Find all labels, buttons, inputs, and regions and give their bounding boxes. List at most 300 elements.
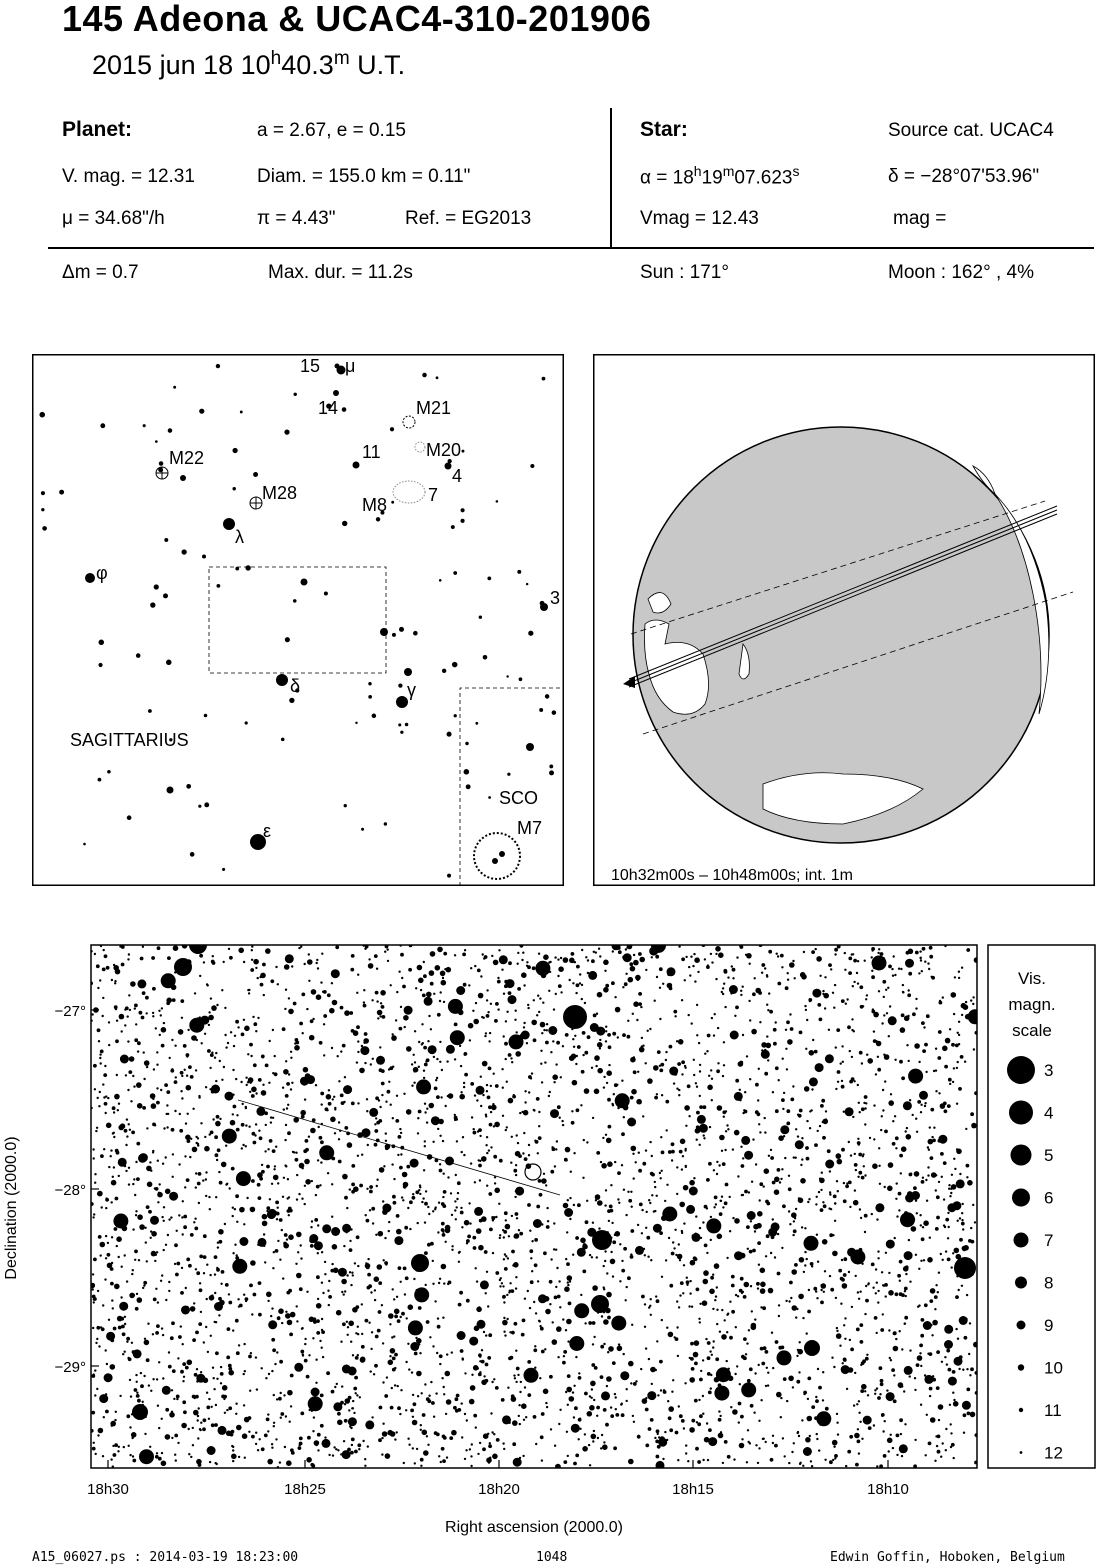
field-star [174,1454,176,1456]
field-star [154,1124,156,1126]
field-star [372,1222,374,1224]
field-star [94,1088,96,1090]
field-star [825,1407,829,1411]
field-star [953,1399,955,1401]
field-star [302,1354,304,1356]
field-star [772,1435,774,1437]
field-star [226,1409,228,1411]
field-star [944,1109,948,1113]
field-star [157,1201,159,1203]
field-star [610,1251,612,1253]
field-star [522,1455,524,1457]
field-star [804,1227,806,1229]
y-tick-label: −27° [54,1003,86,1020]
field-star [778,1079,780,1081]
field-star [601,1163,607,1169]
field-star [901,1013,905,1017]
field-star [423,1046,427,1050]
field-star [859,1208,861,1210]
field-star [326,1094,332,1100]
field-star [102,968,106,972]
field-star [523,1022,525,1024]
field-star [392,1288,394,1290]
field-star [655,955,659,959]
field-star [607,1209,611,1213]
field-star [843,1111,845,1113]
field-star [441,1228,445,1232]
field-star [699,1227,701,1229]
field-star [572,982,574,984]
field-star [295,1263,297,1265]
field-star [746,1342,748,1344]
field-star [212,955,214,957]
field-star [917,1355,923,1361]
field-star [700,1237,702,1239]
field-star [243,1373,245,1375]
finder-star [181,549,186,554]
field-star [247,1053,249,1055]
field-star [962,1203,964,1205]
field-star [678,1243,680,1245]
field-star [110,1282,114,1286]
field-star [607,1033,611,1037]
field-star [118,1125,124,1131]
field-star [172,1176,174,1178]
field-star [349,1271,351,1273]
field-star [849,1339,851,1341]
field-star [359,1068,365,1074]
field-star [707,1341,711,1345]
field-star [461,1402,463,1404]
field-star [757,1283,759,1285]
field-star [816,956,822,962]
field-star [873,1030,875,1032]
field-star [716,1069,720,1073]
field-star [217,1246,219,1248]
field-star [794,977,796,979]
field-star [525,1416,527,1418]
field-star [206,1392,208,1394]
field-star [199,1429,201,1431]
field-star [350,1228,352,1230]
field-star [647,1391,656,1400]
field-star [334,1107,336,1109]
field-star [106,1363,108,1365]
field-star [519,1034,525,1040]
field-star [319,1041,323,1045]
field-star [290,1088,292,1090]
field-star [535,1443,537,1445]
field-star [811,950,815,954]
finder-star [368,682,371,685]
field-star [282,1277,284,1279]
field-star [512,1420,518,1426]
field-star [887,987,889,989]
field-star [836,1330,838,1332]
field-star [396,1229,402,1235]
field-star [215,1404,217,1406]
field-star [847,1248,856,1257]
field-star [580,1104,582,1106]
field-star [262,1221,268,1227]
field-star [764,1072,768,1076]
field-star [761,972,763,974]
field-star [320,1140,324,1144]
field-star [375,991,379,995]
field-star [673,1082,675,1084]
field-star [901,1076,905,1080]
field-star [625,1214,627,1216]
field-star [446,1353,448,1355]
field-star [578,1438,580,1440]
field-star [562,1361,566,1365]
field-star [304,963,306,965]
field-star [309,1317,315,1323]
field-star [647,1256,649,1258]
field-star [584,1322,586,1324]
field-star [95,1342,97,1344]
field-star [900,1027,906,1033]
field-star [681,999,683,1001]
field-star [440,1096,442,1098]
field-star [155,1254,157,1256]
field-star [316,1275,320,1279]
field-star [689,1280,691,1282]
field-star [506,1011,508,1013]
field-star [765,1441,767,1443]
field-star [421,1201,423,1203]
field-star [836,1422,838,1424]
field-star [423,974,427,978]
field-star [574,1406,578,1410]
field-star [393,1298,395,1300]
field-star [277,983,279,985]
field-star [378,1099,380,1101]
field-star [748,1191,750,1193]
field-star [890,1359,892,1361]
field-star [245,1107,247,1109]
field-star [92,1273,94,1275]
field-star [111,1236,113,1238]
field-star [439,1041,441,1043]
field-star [180,1291,184,1295]
field-star [354,1262,356,1264]
field-star [879,1183,881,1185]
field-star [722,1162,726,1166]
field-star [606,1082,608,1084]
y-tick-label: −29° [54,1359,86,1376]
field-star [126,1414,130,1418]
field-star [849,1050,851,1052]
field-star [540,1435,544,1439]
field-star [695,1215,697,1217]
field-star [844,1338,846,1340]
field-star [811,1265,813,1267]
field-star [801,1419,803,1421]
field-star [689,1180,695,1186]
field-star [534,1263,538,1267]
field-star [445,1413,447,1415]
field-star [399,1166,403,1170]
field-star [442,1196,444,1198]
finder-star [154,584,159,589]
field-star [882,1089,884,1091]
field-star [270,979,274,983]
field-star [693,1074,695,1076]
field-star [759,1182,763,1186]
field-star [664,1431,666,1433]
field-star [935,1189,937,1191]
field-star [603,1076,605,1078]
field-star [723,1041,725,1043]
field-star [751,1310,753,1312]
field-star [495,1271,499,1275]
field-star [258,1243,260,1245]
field-star [914,1377,916,1379]
field-star [502,1442,504,1444]
field-star [459,1094,465,1100]
field-star [463,1154,465,1156]
field-star [388,1230,390,1232]
field-star [836,1180,838,1182]
field-star [676,1040,678,1042]
field-star [698,1399,700,1401]
finder-star [148,709,152,713]
field-star [382,1423,384,1425]
field-star [495,1084,499,1088]
field-star [818,1386,822,1390]
field-star [140,957,144,961]
field-star [519,1112,521,1114]
field-star [97,1028,101,1032]
field-star [490,1146,492,1148]
field-star [716,1173,718,1175]
field-star [772,1091,774,1093]
field-star [635,1161,637,1163]
field-star [466,1299,470,1303]
field-star [443,1393,445,1395]
field-star [868,1426,872,1430]
field-star [344,1403,346,1405]
field-star [268,1082,270,1084]
field-star [929,1126,931,1128]
field-star [939,1001,943,1005]
field-star [204,1146,210,1152]
field-star [895,1147,897,1149]
field-star [818,1191,820,1193]
field-star [470,1162,472,1164]
field-star [512,1264,514,1266]
field-star [502,1115,504,1117]
field-star [790,1027,794,1031]
field-star [437,1317,439,1319]
field-star [621,1132,625,1136]
field-star [844,952,846,954]
field-star [916,1363,920,1367]
field-star [501,1282,503,1284]
field-star [365,1319,369,1323]
field-star [766,1004,768,1006]
field-star [682,1292,684,1294]
field-star [651,1383,653,1385]
field-star [481,1156,487,1162]
field-star [383,1259,385,1261]
field-star [364,1458,366,1460]
field-star [797,1135,799,1137]
field-star [597,992,603,998]
field-star [264,1111,268,1115]
field-star [136,1392,138,1394]
field-star [215,1196,217,1198]
field-star [326,1109,328,1111]
field-star [129,1056,135,1062]
field-star [332,1000,338,1006]
field-star [488,1333,492,1337]
field-star [573,1462,577,1466]
field-star [582,1054,584,1056]
field-star [486,1152,488,1154]
field-star [493,1125,495,1127]
field-star [475,1267,477,1269]
field-star [921,1318,925,1322]
field-star [617,1107,619,1109]
field-star [956,1148,958,1150]
field-star [480,1076,482,1078]
field-star [719,1415,721,1417]
field-star [909,1099,911,1101]
field-star [418,1343,420,1345]
field-star [603,1288,605,1290]
field-star [274,1363,276,1365]
field-star [449,1436,453,1440]
finder-label: 7 [428,485,439,505]
field-star [573,1416,575,1418]
field-star [197,1182,201,1186]
field-star [892,1120,894,1122]
field-star [566,1387,572,1393]
field-star [814,1143,818,1147]
field-star [412,1420,418,1426]
field-star [233,1045,235,1047]
field-star [919,1352,921,1354]
field-star [688,1014,690,1016]
field-star [803,1447,812,1456]
field-star [524,1101,526,1103]
field-star [851,1056,853,1058]
field-star [513,1458,522,1467]
field-star [666,1327,668,1329]
field-star [944,1356,946,1358]
field-star [400,1006,402,1008]
field-star [536,1205,540,1209]
field-star [841,999,845,1003]
field-star [669,1067,678,1076]
field-star [906,1044,908,1046]
field-star [112,1106,116,1110]
field-star [304,1159,310,1165]
finder-star [552,710,557,715]
field-star [925,1454,927,1456]
field-star [650,1298,652,1300]
field-star [488,1444,492,1448]
field-star [158,1427,160,1429]
field-star [315,1084,317,1086]
field-star [841,1148,845,1152]
field-star [734,1251,743,1260]
field-star [187,1113,189,1115]
field-star [424,1140,426,1142]
field-star [749,963,751,965]
finder-star [240,411,243,414]
field-star [344,1290,346,1292]
star-ra: $\alpha = 18^h19^m07.623^s$ [640,163,800,189]
field-star [446,1456,448,1458]
field-star [514,1322,518,1326]
field-star [393,1178,395,1180]
field-star [282,1087,284,1089]
field-star [474,1094,476,1096]
field-star [228,948,230,950]
field-star [489,1032,491,1034]
field-star [180,1090,182,1092]
field-star [928,1442,932,1446]
field-star [594,1366,598,1370]
field-star [265,1064,269,1068]
field-star [290,1374,294,1378]
field-star [689,974,691,976]
field-star [924,1375,933,1384]
field-star [642,1115,644,1117]
field-star [734,1373,736,1375]
field-star [928,1149,930,1151]
field-star [91,1013,93,1015]
field-star [304,1338,306,1340]
field-star [143,1051,145,1053]
footer-file-info: A15_06027.ps : 2014-03-19 18:23:00 [32,1550,299,1565]
field-star [785,1300,787,1302]
field-star [209,1088,211,1090]
field-star [424,1145,426,1147]
field-star [791,1451,793,1453]
field-star [483,1375,485,1377]
field-star [836,1333,842,1339]
finder-star [253,472,258,477]
field-star [759,1131,761,1133]
field-star [113,1111,115,1113]
field-star [717,1105,723,1111]
field-star [492,1252,494,1254]
field-star [915,1254,917,1256]
field-star [741,1382,756,1397]
field-star [202,1427,206,1431]
field-star [411,1063,413,1065]
field-star [164,1083,168,1087]
field-star [214,1057,216,1059]
finder-label: δ [290,676,301,696]
field-star [493,1155,497,1159]
field-star [571,1424,580,1433]
field-star [173,945,179,951]
field-star [673,1010,677,1014]
field-star [714,1013,716,1015]
field-star [287,1320,293,1326]
field-star [920,1334,924,1338]
field-star [736,1365,738,1367]
field-star [822,1136,826,1140]
field-star [824,976,826,978]
field-star [830,968,832,970]
field-star [740,1277,744,1281]
